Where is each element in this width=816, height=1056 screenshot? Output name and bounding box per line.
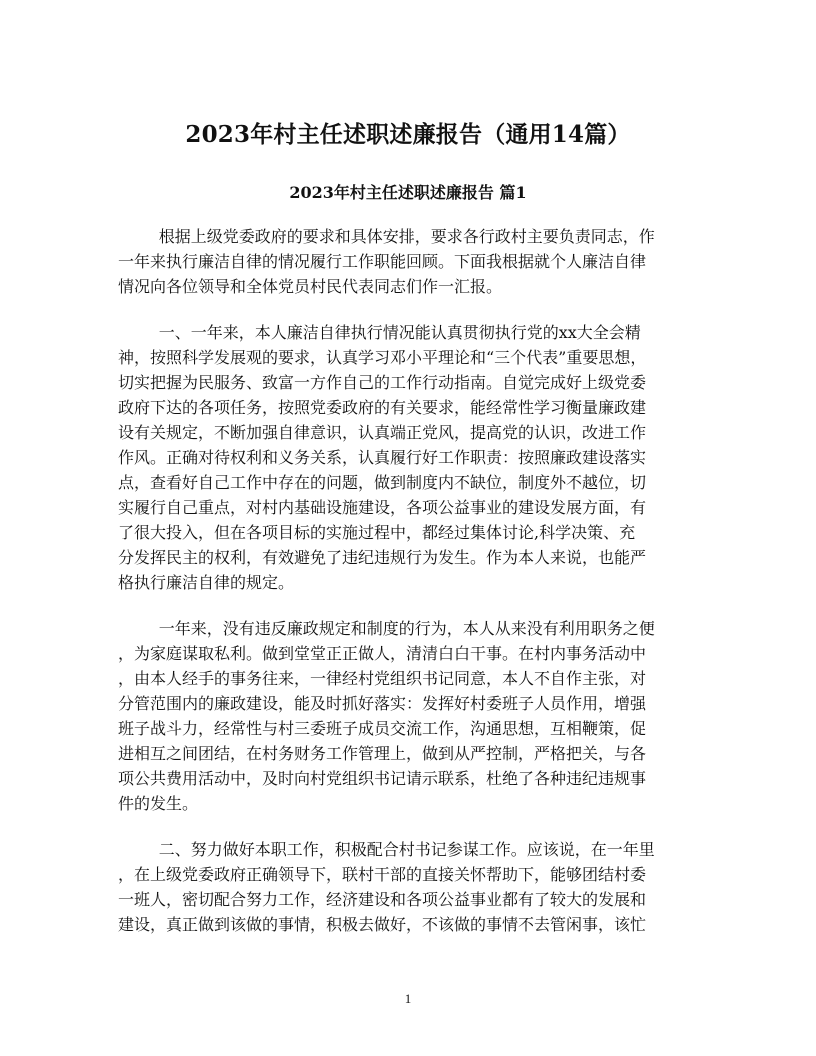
paragraph bbox=[118, 224, 696, 299]
section-heading: 2023年村主任述职述廉报告 篇1 bbox=[289, 183, 527, 202]
text-line: ，由本人经手的事务往来，一律经村党组织书记同意，本人不自作主张，对 bbox=[118, 669, 647, 688]
paragraph bbox=[118, 837, 696, 937]
text-line: 一、一年来，本人廉洁自律执行情况能认真贯彻执行党的xx大全会精 bbox=[118, 323, 641, 342]
text-line: 点，查看好自己工作中存在的问题，做到制度内不缺位，制度外不越位，切 bbox=[118, 473, 647, 492]
text-line: 实履行自己重点，对村内基础设施建设，各项公益事业的建设发展方面，有 bbox=[118, 498, 647, 517]
text-line: 进相互之间团结，在村务财务工作管理上，做到从严控制，严格把关，与各 bbox=[118, 744, 647, 763]
text-line: 项公共费用活动中，及时向村党组织书记请示联系，杜绝了各种违纪违规事 bbox=[118, 769, 647, 788]
text-line: 件的发生。 bbox=[118, 794, 199, 813]
paragraph bbox=[118, 320, 696, 595]
text-line: 一班人，密切配合努力工作，经济建设和各项公益事业都有了较大的发展和 bbox=[118, 890, 647, 909]
text-line: 设有关规定，不断加强自律意识，认真端正党风，提高党的认识，改进工作 bbox=[118, 423, 647, 442]
text-line: ，为家庭谋取私利。做到堂堂正正做人，清清白白干事。在村内事务活动中 bbox=[118, 644, 647, 663]
text-line: ，在上级党委政府正确领导下，联村干部的直接关怀帮助下，能够团结村委 bbox=[118, 865, 647, 884]
text-line: 政府下达的各项任务，按照党委政府的有关要求，能经常性学习衡量廉政建 bbox=[118, 398, 647, 417]
text-line: 情况向各位领导和全体党员村民代表同志们作一汇报。 bbox=[118, 277, 503, 296]
text-line: 二、努力做好本职工作，积极配合村书记参谋工作。应该说，在一年里 bbox=[118, 840, 655, 859]
document-body bbox=[118, 224, 696, 958]
text-line: 分管范围内的廉政建设，能及时抓好落实：发挥好村委班子人员作用，增强 bbox=[118, 694, 647, 713]
paragraph bbox=[118, 616, 696, 816]
text-line: 格执行廉洁自律的规定。 bbox=[118, 573, 295, 592]
text-line: 一年来执行廉洁自律的情况履行工作职能回顾。下面我根据就个人廉洁自律 bbox=[118, 252, 647, 271]
text-line: 切实把握为民服务、致富一方作自己的工作行动指南。自觉完成好上级党委 bbox=[118, 373, 647, 392]
text-line: 建设，真正做到该做的事情，积极去做好，不该做的事情不去管闲事，该忙 bbox=[118, 915, 647, 934]
page-number: 1 bbox=[404, 991, 412, 1006]
document-title: 2023年村主任述职述廉报告（通用14篇） bbox=[185, 121, 631, 148]
text-line: 分发挥民主的权利，有效避免了违纪违规行为发生。作为本人来说，也能严 bbox=[118, 548, 647, 567]
text-line: 作风。正确对待权利和义务关系，认真履行好工作职责：按照廉政建设落实 bbox=[118, 448, 647, 467]
text-line: 根据上级党委政府的要求和具体安排，要求各行政村主要负责同志，作 bbox=[118, 227, 655, 246]
text-line: 班子战斗力，经常性与村三委班子成员交流工作，沟通思想，互相鞭策，促 bbox=[118, 719, 647, 738]
text-line: 神，按照科学发展观的要求，认真学习邓小平理论和“三个代表”重要思想， bbox=[118, 348, 647, 367]
text-line: 了很大投入，但在各项目标的实施过程中，都经过集体讨论,科学决策、充 bbox=[118, 523, 636, 542]
text-line: 一年来，没有违反廉政规定和制度的行为，本人从来没有利用职务之便 bbox=[118, 619, 655, 638]
